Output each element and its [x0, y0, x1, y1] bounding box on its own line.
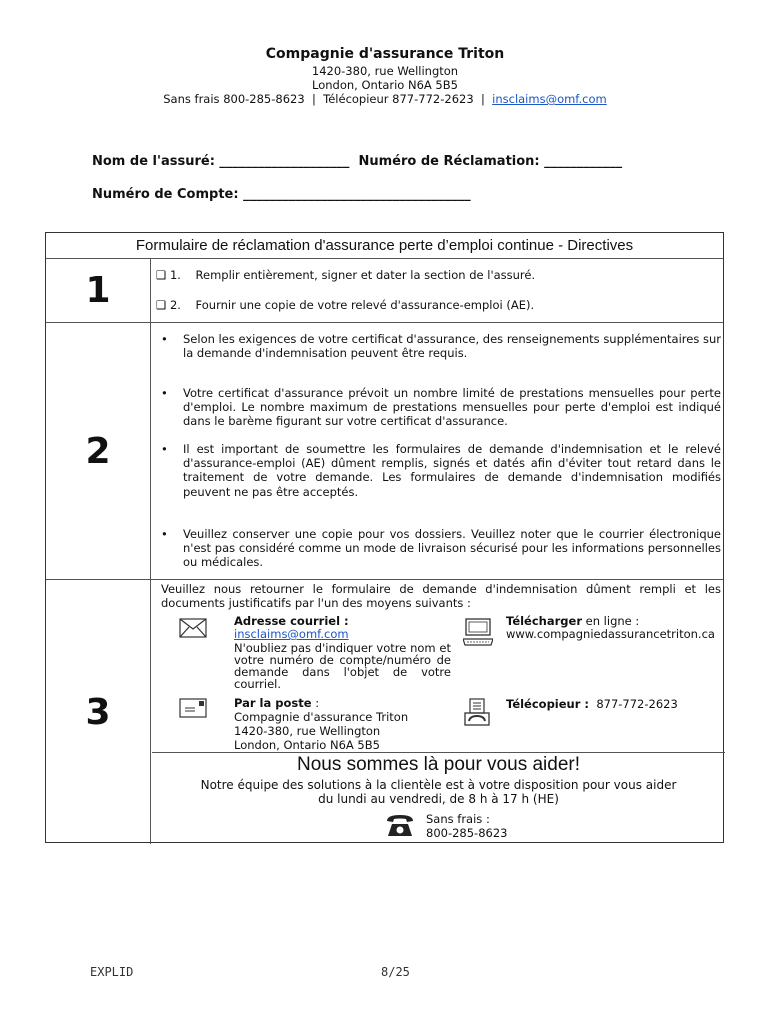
help-line: du lundi au vendredi, de 8 h à 17 h (HE): [318, 792, 559, 806]
section-number: 3: [46, 580, 151, 844]
list-item: • Votre certificat d'assurance prévoit un nombre limité de prestations mensuelles pour perte d'emploi. Le nombre maximum de prestations mensuelles pour perte d'emploi est indiqué dans le barème figurant sur votre certificat d'assurance.: [161, 386, 721, 429]
mail-block: [234, 696, 408, 752]
return-instructions: Veuillez nous retourner le formulaire de demande d'indemnisation dûment rempli et les documents justificatifs par l'un des moyens suivants :: [161, 582, 721, 610]
phone-icon: [386, 814, 414, 838]
directives-title: Formulaire de réclamation d'assurance perte d’emploi continue - Directives: [46, 233, 723, 259]
letter-icon: [179, 698, 207, 718]
email-link[interactable]: insclaims@omf.com: [234, 627, 349, 641]
list-item: • Veuillez conserver une copie pour vos dossiers. Veuillez noter que le courrier électronique n'est pas considéré comme un mode de livraison sécurisé pour les informations personnelles ou médicales.: [161, 527, 721, 570]
company-address-line1: 1420-380, rue Wellington: [311, 64, 459, 78]
email-note: N'oubliez pas d'indiquer votre nom et votre numéro de compte/numéro de demande dans l'objet de votre courriel.: [234, 641, 451, 691]
contact-phones: Sans frais 800-285-8623 | Télécopieur 877-772-2623 |: [163, 92, 493, 106]
tollfree-label: Sans frais :: [426, 812, 490, 826]
help-divider: [152, 752, 725, 753]
help-text: [152, 778, 725, 806]
section-2: [46, 323, 723, 580]
section-number: 1: [46, 259, 151, 322]
fax-block: [506, 698, 678, 711]
page-number: 8/25: [381, 965, 410, 979]
upload-url[interactable]: www.compagniedassurancetriton.ca: [506, 627, 715, 641]
help-title: Nous sommes là pour vous aider!: [296, 754, 580, 775]
computer-icon: [463, 618, 493, 646]
mail-line: London, Ontario N6A 5B5: [234, 738, 380, 752]
mail-suffix: :: [311, 696, 320, 710]
account-number-row[interactable]: Numéro de Compte: ___________________________________: [92, 187, 471, 202]
section-number: 2: [46, 323, 151, 579]
section-1: [46, 259, 723, 323]
directives-box: [45, 232, 724, 843]
fax-icon: [464, 698, 490, 726]
insured-name-claim-number-row[interactable]: Nom de l'assuré: ____________________ Numéro de Réclamation: ____________: [92, 154, 623, 169]
fax-number: 877-772-2623: [589, 697, 678, 711]
email-title: Adresse courriel :: [234, 614, 349, 628]
list-item: • Il est important de soumettre les formulaires de demande d'indemnisation et le relevé d'assurance-emploi (AE) dûment remplis, signés et datés afin d'éviter tout retard dans le traitement de votre demande. Les formulaires de demande d'indemnisation modifiés peuvent ne pas être acceptés.: [161, 442, 721, 499]
email-block: [234, 615, 451, 690]
mail-title: Par la poste: [234, 696, 312, 710]
upload-block: [506, 615, 715, 641]
tollfree-block: [426, 812, 507, 840]
mail-line: 1420-380, rue Wellington: [234, 724, 381, 738]
upload-suffix: en ligne :: [582, 614, 640, 628]
list-item: • Selon les exigences de votre certificat d'assurance, des renseignements supplémentaires sur la demande d'indemnisation peuvent être requis.: [161, 332, 721, 361]
company-contact-line: [0, 92, 770, 106]
fax-title: Télécopieur :: [506, 697, 590, 711]
upload-title: Télécharger: [506, 614, 582, 628]
checklist-item: ❑ 1. Remplir entièrement, signer et dater la section de l'assuré.: [156, 268, 536, 282]
mail-line: Compagnie d'assurance Triton: [234, 710, 409, 724]
help-line: Notre équipe des solutions à la clientèle est à votre disposition pour vous aider: [200, 778, 677, 792]
company-address-line2: London, Ontario N6A 5B5: [312, 78, 458, 92]
tollfree-number: 800-285-8623: [426, 826, 508, 840]
header-email-link[interactable]: insclaims@omf.com: [492, 92, 607, 106]
footer-code: EXPLID: [90, 965, 134, 979]
company-name: Compagnie d'assurance Triton: [265, 46, 505, 62]
section-3: [46, 580, 723, 844]
envelope-icon: [179, 618, 207, 638]
checklist-item: ❑ 2. Fournir une copie de votre relevé d'assurance-emploi (AE).: [156, 298, 535, 312]
